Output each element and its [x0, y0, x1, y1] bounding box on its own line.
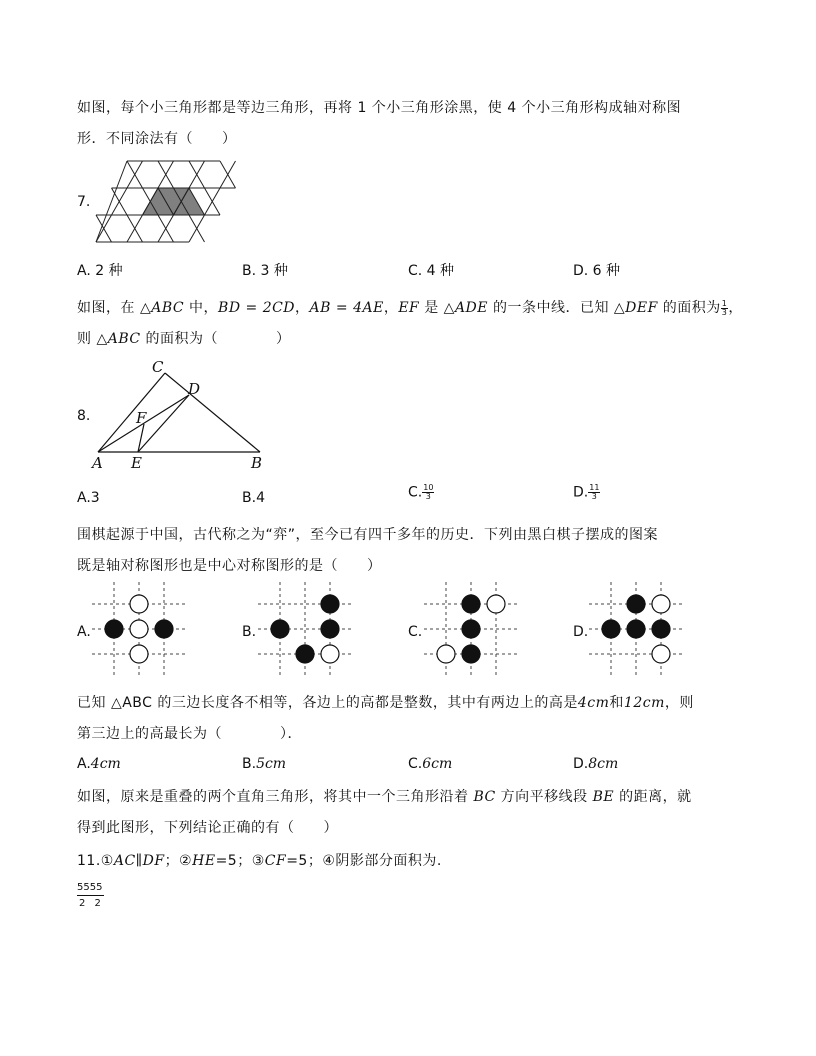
q11-number: 11.: [77, 853, 101, 869]
q10-option-d[interactable]: D.8cm: [573, 756, 619, 772]
black-stone: [462, 595, 480, 613]
q8-option-b[interactable]: B.4: [242, 490, 265, 506]
q8-number: 8.: [77, 408, 91, 424]
q9-board-c: [424, 582, 518, 676]
q7-option-c[interactable]: C. 4 种: [408, 263, 455, 279]
white-stone: [321, 645, 339, 663]
q7-option-a[interactable]: A. 2 种: [77, 263, 123, 279]
q9-option-a[interactable]: A.: [77, 624, 91, 640]
q7-stem-line1: 如图，每个小三角形都是等边三角形，再将 1 个小三角形涂黑，使 4 个小三角形构成轴对称图: [77, 100, 682, 116]
q9-option-c[interactable]: C.: [408, 624, 423, 640]
white-stone: [130, 645, 148, 663]
q8-label-b: B: [251, 454, 263, 472]
q9-board-b: [258, 582, 352, 676]
white-stone: [130, 620, 148, 638]
black-stone: [155, 620, 173, 638]
q8-label-a: A: [92, 454, 103, 472]
q8-label-c: C: [152, 358, 164, 376]
black-stone: [321, 595, 339, 613]
black-stone: [462, 620, 480, 638]
q7-stem-line2: 形．不同涂法有（ ）: [77, 131, 237, 147]
white-stone: [652, 645, 670, 663]
white-stone: [437, 645, 455, 663]
q11-fraction-artifact: 5555 2 2: [77, 882, 104, 909]
black-stone: [321, 620, 339, 638]
white-stone: [487, 595, 505, 613]
q10-stem-line1: 已知 △ABC 的三边长度各不相等，各边上的高都是整数，其中有两边上的高是4cm和12cm，则: [77, 695, 694, 711]
q9-stem-line2: 既是轴对称图形也是中心对称图形的是（ ）: [77, 558, 382, 574]
q9-option-d[interactable]: D.: [573, 624, 589, 640]
black-stone: [462, 645, 480, 663]
black-stone: [627, 620, 645, 638]
black-stone: [602, 620, 620, 638]
q10-option-b[interactable]: B.5cm: [242, 756, 287, 772]
q10-option-c[interactable]: C.6cm: [408, 756, 453, 772]
black-stone: [271, 620, 289, 638]
q9-option-b[interactable]: B.: [242, 624, 257, 640]
q11-stem-line2: 得到此图形，下列结论正确的有（ ）: [77, 820, 338, 836]
white-stone: [130, 595, 148, 613]
q7-number: 7.: [77, 194, 91, 210]
q9-board-d: [589, 582, 683, 676]
q8-stem-line1: 如图，在 △ABC 中，BD = 2CD，AB = 4AE，EF 是 △ADE 的一条中线．已知 △DEF 的面积为 $\frac{1}{3}$ ，: [77, 298, 743, 317]
q11-statements: 11.①AC∥DF；②HE=5；③CF=5；④阴影部分面积为.: [77, 853, 442, 869]
q10-option-a[interactable]: A.4cm: [77, 756, 121, 772]
q8-label-f: F: [136, 409, 147, 427]
q8-option-d[interactable]: D. $\frac{11}{3}$: [573, 483, 600, 501]
q8-label-e: E: [131, 454, 142, 472]
black-stone: [627, 595, 645, 613]
q8-stem-line2: 则 △ABC 的面积为（ ）: [77, 331, 291, 347]
q8-label-d: D: [188, 380, 201, 398]
q8-option-c[interactable]: C. $\frac{10}{3}$: [408, 483, 434, 501]
q7-option-b[interactable]: B. 3 种: [242, 263, 288, 279]
q8-option-a[interactable]: A.3: [77, 490, 100, 506]
q11-stem-line1: 如图，原来是重叠的两个直角三角形，将其中一个三角形沿着 BC 方向平移线段 BE 的距离，就: [77, 789, 692, 805]
black-stone: [105, 620, 123, 638]
white-stone: [652, 595, 670, 613]
q10-stem-line2: 第三边上的高最长为（ ）．: [77, 726, 302, 742]
q7-option-d[interactable]: D. 6 种: [573, 263, 621, 279]
black-stone: [652, 620, 670, 638]
q8-area-fraction: $\frac{1}{3}$: [721, 298, 728, 317]
q9-stem-line1: 围棋起源于中国，古代称之为“弈”，至今已有四千多年的历史．下列由黑白棋子摆成的图案: [77, 527, 659, 543]
black-stone: [296, 645, 314, 663]
q9-board-a: [92, 582, 186, 676]
